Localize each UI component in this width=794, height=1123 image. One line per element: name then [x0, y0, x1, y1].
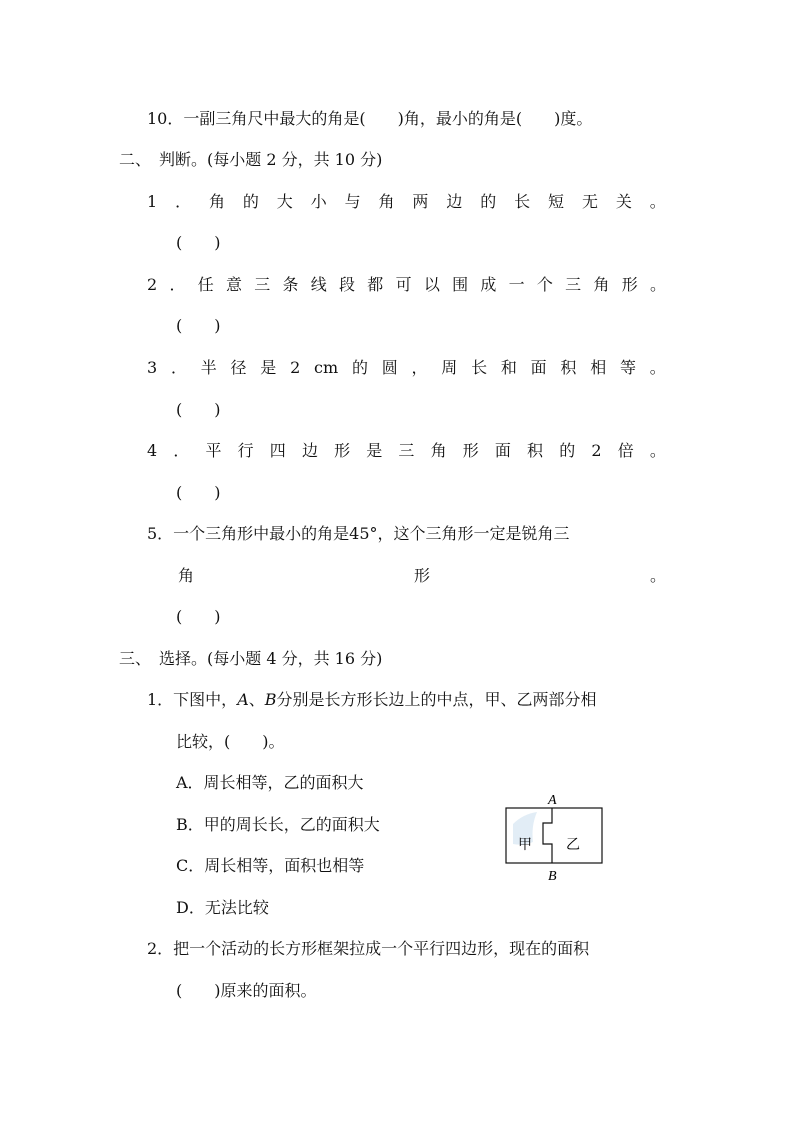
- judge-item-1-answer: ( ): [176, 233, 221, 252]
- char: 圆: [381, 358, 398, 377]
- char: 4: [147, 441, 158, 460]
- judge-item-5-answer: ( ): [176, 607, 221, 626]
- char: 积: [527, 441, 544, 460]
- choice-q1-sep: 、: [248, 690, 265, 709]
- char: 行: [237, 441, 254, 460]
- char: 条: [282, 275, 299, 294]
- char: 可: [395, 275, 412, 294]
- char: 角: [430, 441, 447, 460]
- char: 线: [310, 275, 327, 294]
- char: 三: [254, 275, 271, 294]
- char: 径: [230, 358, 247, 377]
- judge-item-5-line1: 5．一个三角形中最小的角是45°，这个三角形一定是锐角三: [147, 524, 570, 543]
- q10-line: 10．一副三角尺中最大的角是( )角，最小的角是( )度。: [147, 109, 593, 128]
- rectangle-figure: [503, 788, 605, 884]
- choice-q2-line2: ( )原来的面积。: [176, 981, 317, 1000]
- figure-divider: [543, 808, 552, 863]
- char: 四: [269, 441, 286, 460]
- char: 意: [225, 275, 242, 294]
- char: ．: [175, 192, 192, 211]
- char: 1: [147, 192, 158, 211]
- char: 面: [494, 441, 511, 460]
- char: 形: [334, 441, 351, 460]
- char: ，: [411, 358, 428, 377]
- choice-q1-option-d: D．无法比较: [176, 898, 269, 917]
- choice-q1-stem-line2: 比较，( )。: [176, 732, 285, 751]
- judge-item-2: [147, 273, 666, 297]
- char: 以: [423, 275, 440, 294]
- char: 的: [559, 441, 576, 460]
- figure-region-jia: 甲: [518, 837, 532, 853]
- judge-item-5-line2: [178, 564, 666, 588]
- section2-heading: 二、 判断。(每小题 2 分，共 10 分): [119, 150, 383, 169]
- char: 长: [471, 358, 488, 377]
- choice-q1-stem-prefix: 1．下图中，: [147, 690, 238, 709]
- char: 角: [378, 192, 395, 211]
- char: 关: [615, 192, 632, 211]
- char: 大: [276, 192, 293, 211]
- choice-q1-stem-suffix: 分别是长方形长边上的中点，甲、乙两部分相: [276, 690, 597, 709]
- char: cm: [314, 358, 339, 377]
- judge-item-4: [147, 439, 666, 463]
- char: 积: [560, 358, 577, 377]
- char: 。: [649, 192, 666, 211]
- char: 是: [366, 441, 383, 460]
- judge-item-1: [147, 190, 666, 214]
- char: 都: [367, 275, 384, 294]
- char: 个: [536, 275, 553, 294]
- figure-label-a: A: [548, 793, 557, 808]
- char: 无: [581, 192, 598, 211]
- char: 。: [649, 275, 666, 294]
- char: ．: [170, 358, 187, 377]
- char: ．: [173, 441, 190, 460]
- char: 。: [649, 358, 666, 377]
- choice-q1-option-a: A．周长相等，乙的面积大: [176, 773, 364, 792]
- char: 长: [514, 192, 531, 211]
- char: 形: [621, 275, 638, 294]
- judge-item-2-answer: ( ): [176, 316, 221, 335]
- char: 。: [649, 566, 666, 585]
- char: 三: [565, 275, 582, 294]
- char: 成: [480, 275, 497, 294]
- char: 的: [480, 192, 497, 211]
- char: 围: [452, 275, 469, 294]
- char: 形: [462, 441, 479, 460]
- char: 角: [593, 275, 610, 294]
- char: 相: [590, 358, 607, 377]
- point-b-label: B: [264, 690, 277, 709]
- char: 是: [260, 358, 277, 377]
- char: 三: [398, 441, 415, 460]
- char: 2: [290, 358, 301, 377]
- char: 任: [197, 275, 214, 294]
- choice-q1-stem: [147, 688, 597, 712]
- char: 半: [200, 358, 217, 377]
- judge-item-3: [147, 356, 666, 380]
- char: 两: [412, 192, 429, 211]
- char: 周: [441, 358, 458, 377]
- char: 平: [205, 441, 222, 460]
- choice-q1-option-b: B．甲的周长长，乙的面积大: [176, 815, 380, 834]
- char: 边: [446, 192, 463, 211]
- char: 小: [310, 192, 327, 211]
- char: 段: [339, 275, 356, 294]
- section3-heading: 三、 选择。(每小题 4 分，共 16 分): [119, 649, 383, 668]
- char: 。: [649, 441, 666, 460]
- char: 2: [147, 275, 158, 294]
- judge-item-4-answer: ( ): [176, 483, 221, 502]
- char: 等: [619, 358, 636, 377]
- char: 和: [500, 358, 517, 377]
- char: 面: [530, 358, 547, 377]
- figure-label-b: B: [548, 869, 557, 884]
- char: 角: [178, 566, 195, 585]
- char: 短: [548, 192, 565, 211]
- char: 的: [351, 358, 368, 377]
- char: 角: [208, 192, 225, 211]
- char: 边: [301, 441, 318, 460]
- choice-q2-line1: 2．把一个活动的长方形框架拉成一个平行四边形，现在的面积: [147, 939, 590, 958]
- char: 3: [147, 358, 158, 377]
- char: 一: [508, 275, 525, 294]
- choice-q1-option-c: C．周长相等，面积也相等: [176, 856, 365, 875]
- judge-item-3-answer: ( ): [176, 400, 221, 419]
- char: 形: [413, 566, 430, 585]
- char: 与: [344, 192, 361, 211]
- figure-region-yi: 乙: [566, 837, 580, 853]
- char: 2: [591, 441, 602, 460]
- point-a-label: A: [237, 690, 249, 709]
- char: 倍: [617, 441, 634, 460]
- char: ．: [169, 275, 186, 294]
- char: 的: [242, 192, 259, 211]
